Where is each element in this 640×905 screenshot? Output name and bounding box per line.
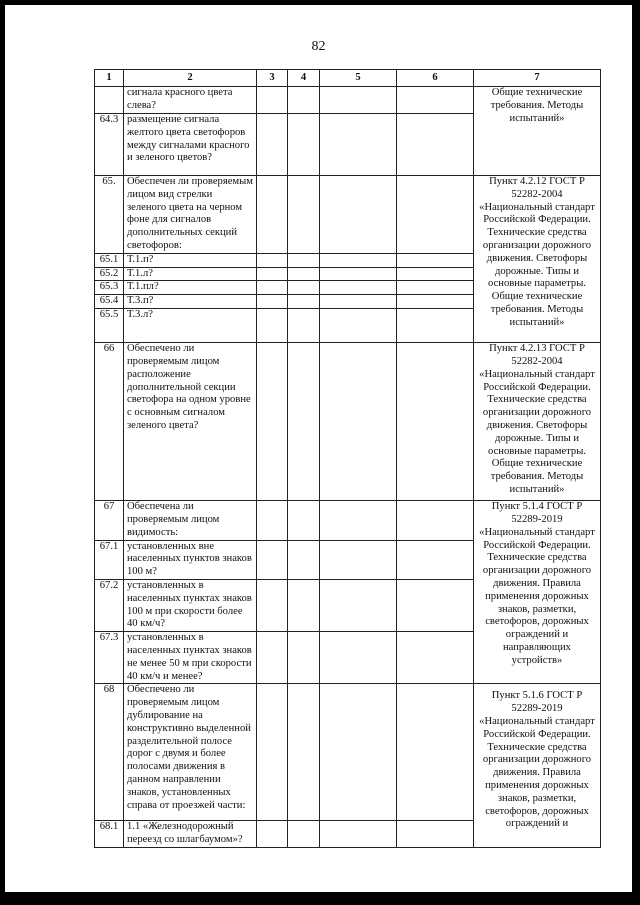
empty-cell [288, 176, 320, 254]
norm-cell [474, 684, 601, 848]
question-cell: размещение сигнала желтого цвета светофоров между сигналами красного и зеленого цветов? [124, 114, 257, 176]
col-header: 4 [288, 70, 320, 87]
question-cell: Обеспечено ли проверяемым лицом дублирование на конструктивно выделенной разделительной полосе дорог с двумя и более полосами движения в данном направлении знаков, установленных справа от проезжей части: [124, 684, 257, 821]
empty-cell [320, 343, 397, 501]
empty-cell [257, 540, 288, 579]
row-number: 65.3 [95, 281, 124, 295]
empty-cell [397, 684, 474, 821]
question-cell: Т.1.л? [124, 267, 257, 281]
empty-cell [320, 87, 397, 114]
norm-cell: Пункт 4.2.12 ГОСТ Р 52282-2004 «Национальный стандарт Российской Федерации. Технические средства организации дорожного движения. Светофоры дорожные. Типы и основные параметры. Общие технические требования. Методы испытаний» [474, 176, 601, 343]
empty-cell [257, 343, 288, 501]
checklist-table [94, 69, 601, 848]
empty-cell [320, 176, 397, 254]
empty-cell [320, 684, 397, 821]
row-number: 65. [95, 176, 124, 254]
question-cell: Т.3.п? [124, 295, 257, 309]
empty-cell [397, 501, 474, 540]
norm-text: Пункт 5.1.6 ГОСТ Р 52289-2019 «Национальный стандарт Российской Федерации. Технические средства организации дорожного движения. Правила применения дорожных знаков, разметки, светофоров, дорожных ограждений и [479, 690, 595, 830]
empty-cell [257, 295, 288, 309]
row-number: 68.1 [95, 821, 124, 848]
document-page [5, 5, 632, 892]
empty-cell [288, 267, 320, 281]
question-cell: Обеспечено ли проверяемым лицом расположение дополнительной секции светофора на одном уровне с основным сигналом зеленого цвета? [124, 343, 257, 501]
empty-cell [288, 579, 320, 631]
empty-cell [320, 501, 397, 540]
col-header: 1 [95, 70, 124, 87]
empty-cell [320, 114, 397, 176]
question-cell: установленных в населенных пунктах знаков 100 м при скорости более 40 км/ч? [124, 579, 257, 631]
row-number: 67 [95, 501, 124, 540]
question-cell: сигнала красного цвета слева? [124, 87, 257, 114]
empty-cell [288, 684, 320, 821]
empty-cell [288, 295, 320, 309]
empty-cell [257, 253, 288, 267]
empty-cell [257, 114, 288, 176]
empty-cell [320, 632, 397, 684]
empty-cell [397, 579, 474, 631]
empty-cell [320, 267, 397, 281]
empty-cell [257, 632, 288, 684]
empty-cell [257, 87, 288, 114]
empty-cell [397, 114, 474, 176]
empty-cell [288, 632, 320, 684]
empty-cell [257, 281, 288, 295]
row-number: 65.5 [95, 309, 124, 343]
empty-cell [320, 253, 397, 267]
norm-cell: Общие технические требования. Методы испытаний» [474, 87, 601, 176]
empty-cell [257, 501, 288, 540]
empty-cell [397, 87, 474, 114]
row-number: 65.2 [95, 267, 124, 281]
empty-cell [288, 253, 320, 267]
empty-cell [288, 114, 320, 176]
norm-cell: Пункт 4.2.13 ГОСТ Р 52282-2004 «Национальный стандарт Российской Федерации. Технические средства организации дорожного движения. Светофоры дорожные. Типы и основные параметры. Общие технические требования. Методы испытаний» [474, 343, 601, 501]
empty-cell [257, 176, 288, 254]
row-number: 65.4 [95, 295, 124, 309]
question-cell: установленных в населенных пунктах знаков не менее 50 м при скорости 40 км/ч и менее? [124, 632, 257, 684]
row-number: 66 [95, 343, 124, 501]
question-cell: Т.3.л? [124, 309, 257, 343]
empty-cell [397, 267, 474, 281]
empty-cell [320, 295, 397, 309]
row-number: 67.1 [95, 540, 124, 579]
empty-cell [257, 821, 288, 848]
empty-cell [320, 579, 397, 631]
question-cell: Обеспечен ли проверяемым лицом вид стрелки зеленого цвета на черном фоне для сигналов дополнительных секций светофоров: [124, 176, 257, 254]
table-row [95, 684, 601, 821]
empty-cell [397, 309, 474, 343]
empty-cell [288, 281, 320, 295]
empty-cell [397, 343, 474, 501]
col-header: 3 [257, 70, 288, 87]
page-number: 82 [311, 39, 326, 54]
empty-cell [320, 540, 397, 579]
empty-cell [257, 267, 288, 281]
col-header: 5 [320, 70, 397, 87]
row-number [95, 87, 124, 114]
empty-cell [288, 309, 320, 343]
empty-cell [288, 343, 320, 501]
col-header: 2 [124, 70, 257, 87]
empty-cell [257, 579, 288, 631]
question-cell: 1.1 «Железнодорожный переезд со шлагбаумом»? [124, 821, 257, 848]
empty-cell [320, 821, 397, 848]
empty-cell [288, 540, 320, 579]
empty-cell [397, 281, 474, 295]
norm-cell: Пункт 5.1.4 ГОСТ Р 52289-2019 «Национальный стандарт Российской Федерации. Технические средства организации дорожного движения. Правила применения дорожных знаков, разметки, светофоров, дорожных ограждений и направляющих устройств» [474, 501, 601, 684]
question-cell: Т.1.пл? [124, 281, 257, 295]
table-row [95, 176, 601, 254]
table-row [95, 501, 601, 540]
table-row [95, 343, 601, 501]
col-header: 6 [397, 70, 474, 87]
row-number: 67.3 [95, 632, 124, 684]
empty-cell [288, 821, 320, 848]
empty-cell [320, 281, 397, 295]
empty-cell [397, 632, 474, 684]
empty-cell [320, 309, 397, 343]
empty-cell [397, 176, 474, 254]
row-number: 68 [95, 684, 124, 821]
header-row [95, 70, 601, 87]
row-number: 67.2 [95, 579, 124, 631]
empty-cell [397, 295, 474, 309]
empty-cell [397, 540, 474, 579]
question-cell: Т.1.п? [124, 253, 257, 267]
empty-cell [257, 309, 288, 343]
table-row [95, 87, 601, 114]
row-number: 65.1 [95, 253, 124, 267]
question-cell: Обеспечена ли проверяемым лицом видимость: [124, 501, 257, 540]
empty-cell [288, 87, 320, 114]
question-cell: установленных вне населенных пунктов знаков 100 м? [124, 540, 257, 579]
empty-cell [288, 501, 320, 540]
empty-cell [397, 821, 474, 848]
col-header: 7 [474, 70, 601, 87]
empty-cell [257, 684, 288, 821]
empty-cell [397, 253, 474, 267]
row-number: 64.3 [95, 114, 124, 176]
